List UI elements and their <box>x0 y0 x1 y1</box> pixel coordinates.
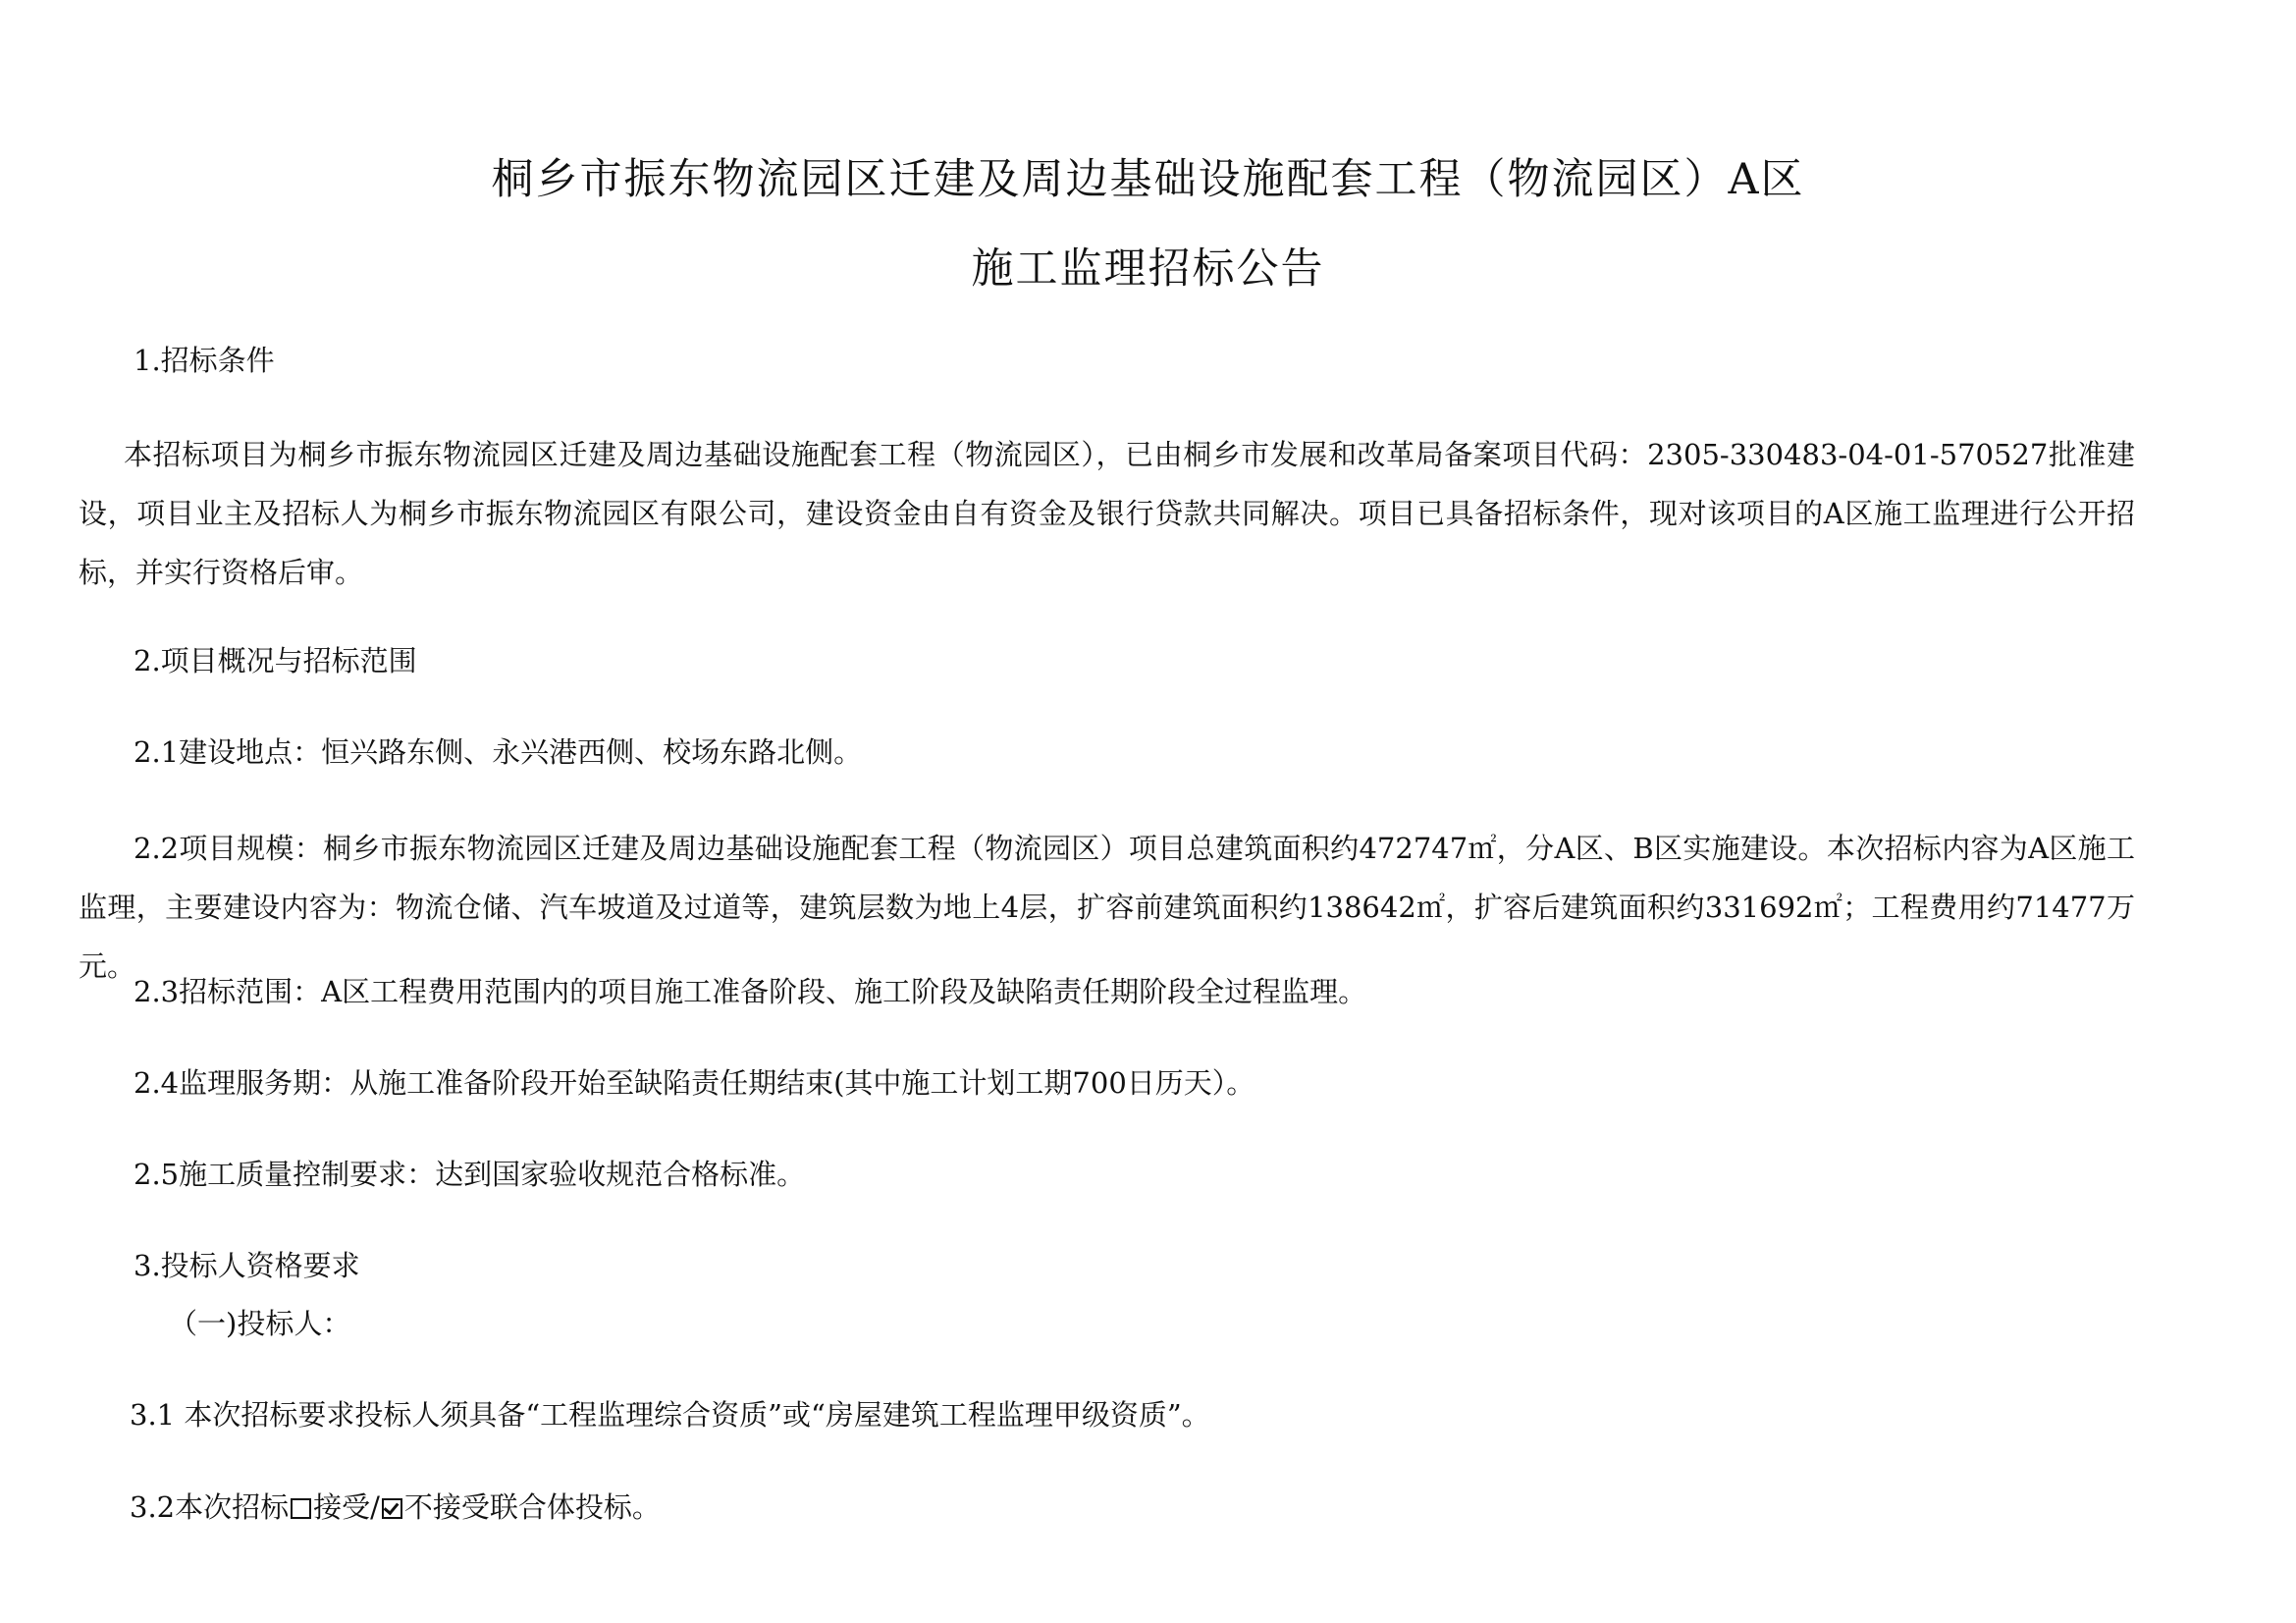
section-2-heading: 2.项目概况与招标范围 <box>133 644 417 677</box>
section-2-4-service-period: 2.4监理服务期：从施工准备阶段开始至缺陷责任期结束(其中施工计划工期700日历天）。 <box>133 1066 1255 1100</box>
section-2-3-scope: 2.3招标范围：A区工程费用范围内的项目施工准备阶段、施工阶段及缺陷责任期阶段全过程监理。 <box>133 975 1367 1008</box>
section-1-paragraph: 本招标项目为桐乡市振东物流园区迁建及周边基础设施配套工程（物流园区），已由桐乡市发展和改革局备案项目代码：2305-330483-04-01-570527批准建设，项目业主及招标人为桐乡市振东物流园区有限公司，建设资金由自有资金及银行贷款共同解决。项目已具备招标条件，现对该项目的A区施工监理进行公开招标，并实行资格后审。 <box>79 438 2135 589</box>
section-2-2-scale: 2.2项目规模：桐乡市振东物流园区迁建及周边基础设施配套工程（物流园区）项目总建筑面积约472747㎡，分A区、B区实施建设。本次招标内容为A区施工监理，主要建设内容为：物流仓储、汽车坡道及过道等，建筑层数为地上4层，扩容前建筑面积约138642㎡，扩容后建筑面积约331692㎡；工程费用约71477万元。 <box>79 832 2135 983</box>
section-3-1-qualification: 3.1 本次招标要求投标人须具备“工程监理综合资质”或“房屋建筑工程监理甲级资质”。 <box>130 1398 1210 1432</box>
reject-consortium-checkbox[interactable] <box>382 1498 402 1519</box>
section-2-1-location: 2.1建设地点：恒兴路东侧、永兴港西侧、校场东路北侧。 <box>133 735 863 769</box>
section-3-2-prefix: 3.2本次招标 <box>130 1490 290 1524</box>
reject-consortium-label: 不接受联合体投标。 <box>403 1490 661 1524</box>
document-title-line-1: 桐乡市振东物流园区迁建及周边基础设施配套工程（物流园区）A区 <box>491 155 1805 204</box>
accept-consortium-label: 接受/ <box>313 1490 380 1524</box>
section-3-heading: 3.投标人资格要求 <box>133 1249 360 1282</box>
section-3-2-consortium <box>130 1490 661 1524</box>
section-3-subheading: （一)投标人： <box>169 1307 351 1340</box>
section-2-5-quality-requirement: 2.5施工质量控制要求：达到国家验收规范合格标准。 <box>133 1158 806 1191</box>
section-1-heading: 1.招标条件 <box>133 344 275 377</box>
document-title-line-2: 施工监理招标公告 <box>971 244 1325 294</box>
accept-consortium-checkbox[interactable] <box>291 1498 311 1519</box>
